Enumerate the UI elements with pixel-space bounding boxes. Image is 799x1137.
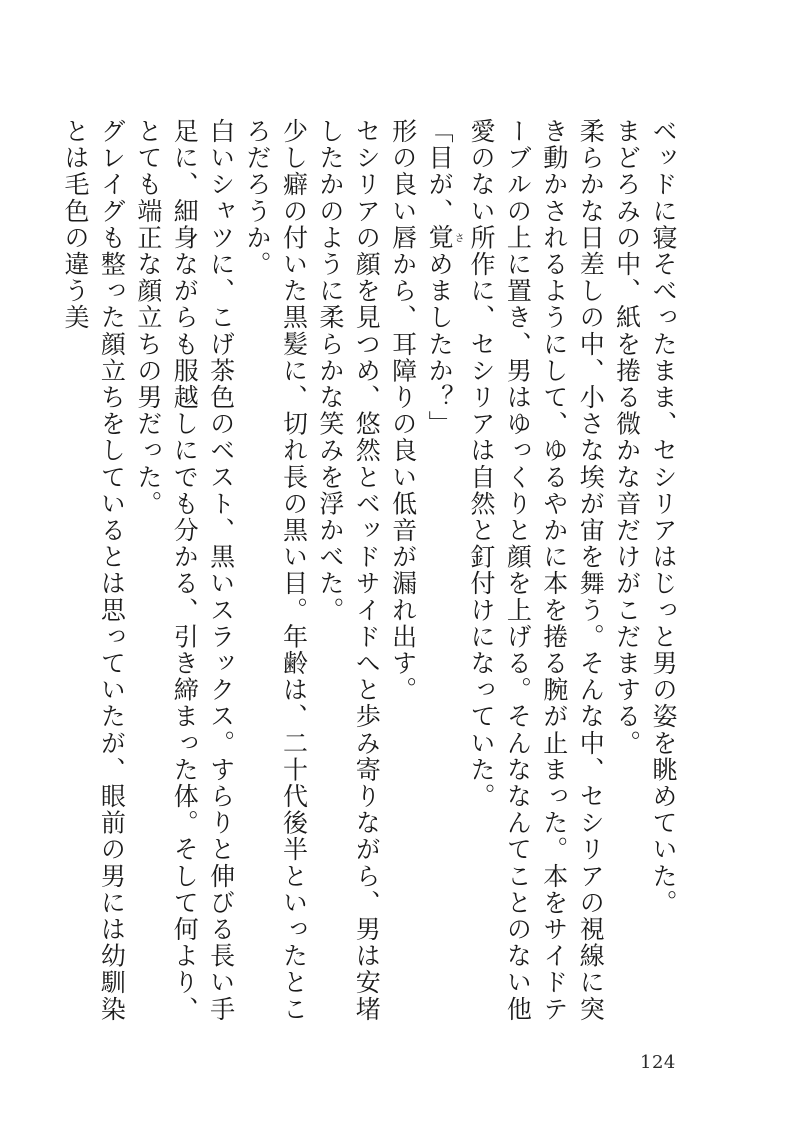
paragraph-2: まどろみの中、紙を捲る微かな音だけがこだまする。 bbox=[612, 118, 642, 757]
dialogue-open: 「目が、 bbox=[425, 118, 455, 225]
paragraph-9: グレイグも整った顔立ちをしているとは思っていたが、眼前の男には幼馴染とは毛色の違う美 bbox=[61, 118, 127, 1023]
ruby-reading: さ bbox=[452, 224, 464, 251]
ruby-annotation bbox=[425, 224, 464, 252]
paragraph-4-dialogue bbox=[421, 118, 463, 1048]
paragraph-3: 柔らかな日差しの中、小さな埃が宙を舞う。そんな中、セシリアの視線に突き動かされるようにして、ゆるやかに本を捲る腕が止まった。本をサイドテーブルの上に置き、男はゆっくりと顔を上げる。そんななんてことのない他愛のない所作に、セシリアは自然と釘付けになっていた。 bbox=[466, 118, 606, 1023]
page-number: 124 bbox=[640, 1052, 676, 1073]
paragraph-5: 形の良い唇から、耳障りの良い低音が漏れ出す。 bbox=[388, 118, 418, 704]
paragraph-8: 白いシャツに、こげ茶色のベスト、黒いスラックス。すらりと伸びる長い手足に、細身ながらも服越しにでも分かる、引き締まった体。そして何より、とても端正な顔立ちの男だった。 bbox=[133, 118, 236, 1023]
paragraph-1: ベッドに寝そべったまま、セシリアはじっと男の姿を眺めていた。 bbox=[649, 118, 678, 916]
ruby-base: 覚 bbox=[425, 224, 455, 252]
paragraph-7: 少し癖の付いた黒髪に、切れ長の黒い目。年齢は、二十代後半といったところだろうか。 bbox=[243, 118, 309, 1023]
paragraph-6: セシリアの顔を見つめ、悠然とベッドサイドへと歩み寄りながら、男は安堵したかのように柔らかな笑みを浮かべた。 bbox=[315, 118, 382, 1023]
dialogue-close: めましたか？」 bbox=[425, 251, 455, 438]
vertical-text-body bbox=[61, 118, 681, 1048]
